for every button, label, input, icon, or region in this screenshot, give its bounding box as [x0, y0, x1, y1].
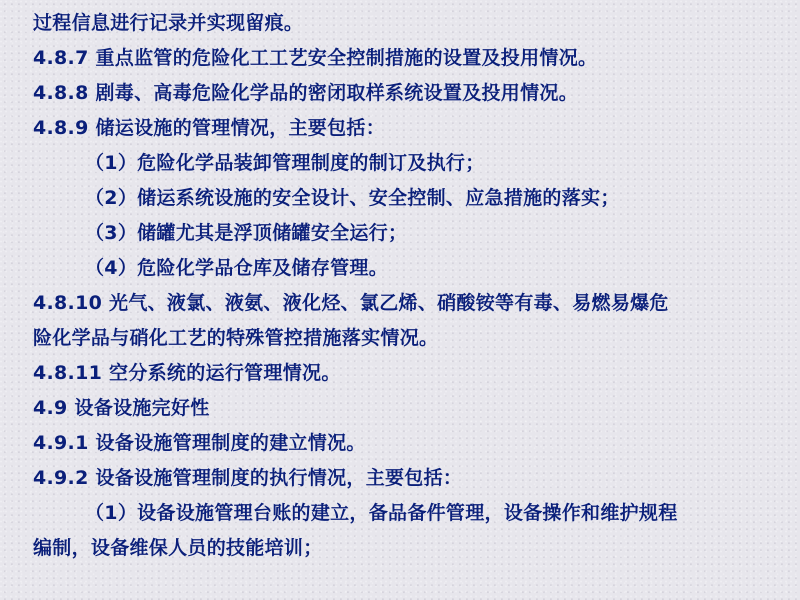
text-line-4-9-2: 4.9.2 设备设施管理制度的执行情况，主要包括：: [33, 467, 463, 489]
list-item-equipment-1-cont: 编制，设备维保人员的技能培训；: [33, 537, 323, 559]
list-item-3: （3）储罐尤其是浮顶储罐安全运行；: [85, 222, 408, 244]
list-item-1: （1）危险化学品装卸管理制度的制订及执行；: [85, 152, 485, 174]
text-line-4-8-7: 4.8.7 重点监管的危险化工工艺安全控制措施的设置及投用情况。: [33, 47, 598, 69]
list-item-equipment-1: （1）设备设施管理台账的建立，备品备件管理，设备操作和维护规程: [85, 502, 678, 524]
list-item-2: （2）储运系统设施的安全设计、安全控制、应急措施的落实；: [85, 187, 620, 209]
text-line-4-9-1: 4.9.1 设备设施管理制度的建立情况。: [33, 432, 366, 454]
text-line-4-8-8: 4.8.8 剧毒、高毒危险化学品的密闭取样系统设置及投用情况。: [33, 82, 579, 104]
text-line-4-8-9: 4.8.9 储运设施的管理情况，主要包括：: [33, 117, 386, 139]
text-line-4-8-11: 4.8.11 空分系统的运行管理情况。: [33, 362, 341, 384]
text-line-1: 过程信息进行记录并实现留痕。: [33, 12, 304, 34]
section-heading-4-9: 4.9 设备设施完好性: [33, 397, 210, 419]
text-line-4-8-10-cont: 险化学品与硝化工艺的特殊管控措施落实情况。: [33, 327, 439, 349]
list-item-4: （4）危险化学品仓库及储存管理。: [85, 257, 389, 279]
text-line-4-8-10: 4.8.10 光气、液氯、液氨、液化烃、氯乙烯、硝酸铵等有毒、易燃易爆危: [33, 292, 669, 314]
